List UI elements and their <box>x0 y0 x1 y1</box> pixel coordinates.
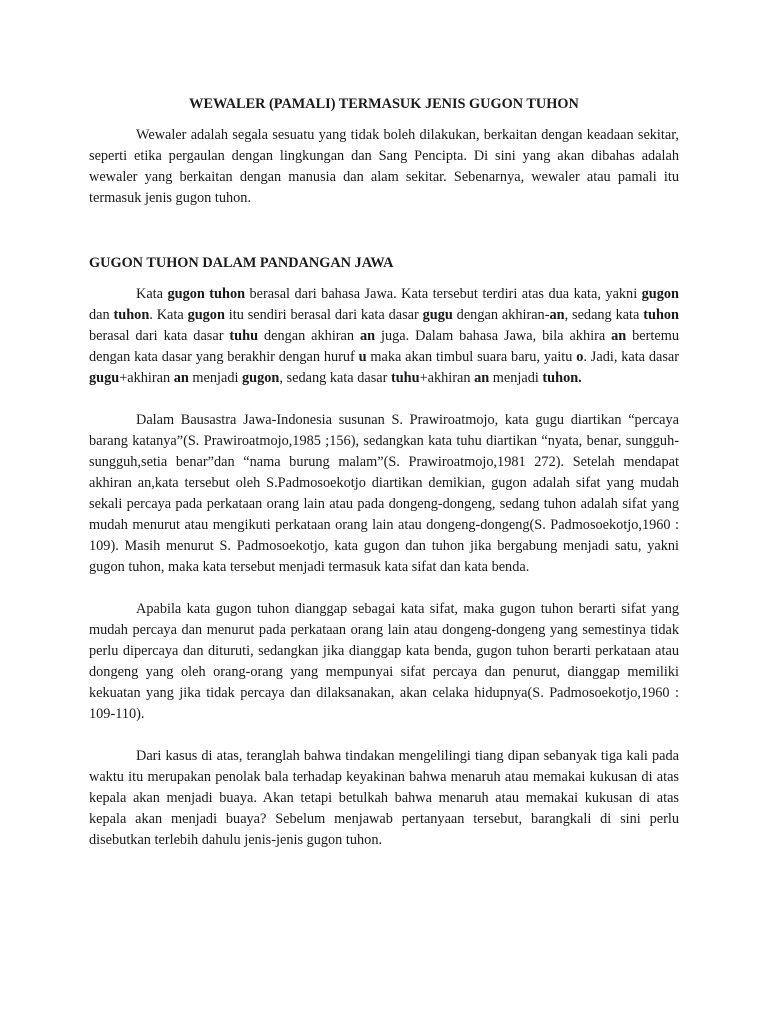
paragraph-etymology: Kata gugon tuhon berasal dari bahasa Jawa. Kata tersebut terdiri atas dua kata, yakni gugon dan tuhon. Kata gugon itu sendiri berasal dari kata dasar gugu dengan akhiran-an, sedang kata tuhon berasal dari kata dasar tuhu dengan akhiran an juga. Dalam bahasa Jawa, bila akhira an bertemu dengan kata dasar yang berakhir dengan huruf u maka akan timbul suara baru, yaitu o. Jadi, kata dasar gugu+akhiran an menjadi gugon, sedang kata dasar tuhu+akhiran an menjadi tuhon. <box>89 286 680 386</box>
paragraph-spacer <box>89 725 679 746</box>
paragraph-spacer <box>89 578 679 599</box>
section-spacer <box>89 209 679 253</box>
paragraph-bausastra: Dalam Bausastra Jawa-Indonesia susunan S. Prawiroatmojo, kata gugu diartikan “percaya barang katanya”(S. Prawiroatmojo,1985 ;156), sedangkan kata tuhu diartikan “nyata, benar, sungguh-sungguh,setia benar”dan “nama burung malam”(S. Prawiroatmojo,1981 272). Setelah mendapat akhiran an,kata tersebut oleh S.Padmosoekotjo diartikan demikian, gugon adalah sifat yang mudah sekali percaya pada perkataan orang lain atau pada dongeng-dongeng, sedang tuhon adalah sifat yang mudah menurut atau mengikuti perkataan orang lain atau dongeng-dongeng(S. Padmosoekotjo,1960 : 109). Masih menurut S. Padmosoekotjo, kata gugon dan tuhon jika bergabung menjadi satu, yakni gugon tuhon, maka kata tersebut menjadi termasuk kata sifat dan kata benda. <box>89 412 679 575</box>
document-title: WEWALER (PAMALI) TERMASUK JENIS GUGON TUHON <box>189 96 579 112</box>
paragraph-kasus: Dari kasus di atas, teranglah bahwa tindakan mengelilingi tiang dipan sebanyak tiga kali pada waktu itu merupakan penolak bala terhadap keyakinan bahwa menaruh atau memakai kukusan di atas kepala akan menjadi buaya. Akan tetapi betulkah bahwa menaruh atau memakai kukusan di atas kepala akan menjadi buaya? Sebelum menjawab pertanyaan tersebut, barangkali di sini perlu disebutkan terlebih dahulu jenis-jenis gugon tuhon. <box>89 748 679 848</box>
paragraph-kata-sifat: Apabila kata gugon tuhon dianggap sebagai kata sifat, maka gugon tuhon berarti sifat yang mudah percaya dan menurut pada perkataan orang lain atau dongeng-dongeng yang semestinya tidak perlu dipercaya dan dituruti, sedangkan jika dianggap kata benda, gugon tuhon berarti perkataan atau dongeng yang oleh orang-orang yang mempunyai sifat percaya dan penurut, dianggap memiliki kekuatan yang jika tidak percaya dan dilaksanakan, akan celaka hidupnya(S. Padmosoekotjo,1960 : 109-110). <box>89 601 679 722</box>
document-page <box>89 94 679 851</box>
section-heading: GUGON TUHON DALAM PANDANGAN JAWA <box>89 255 394 271</box>
paragraph-spacer <box>89 389 679 410</box>
paragraph-wewaler: Wewaler adalah segala sesuatu yang tidak boleh dilakukan, berkaitan dengan keadaan sekitar, seperti etika pergaulan dengan lingkungan dan Sang Pencipta. Di sini yang akan dibahas adalah wewaler yang berkaitan dengan manusia dan alam sekitar. Sebenarnya, wewaler atau pamali itu termasuk jenis gugon tuhon. <box>89 127 679 206</box>
